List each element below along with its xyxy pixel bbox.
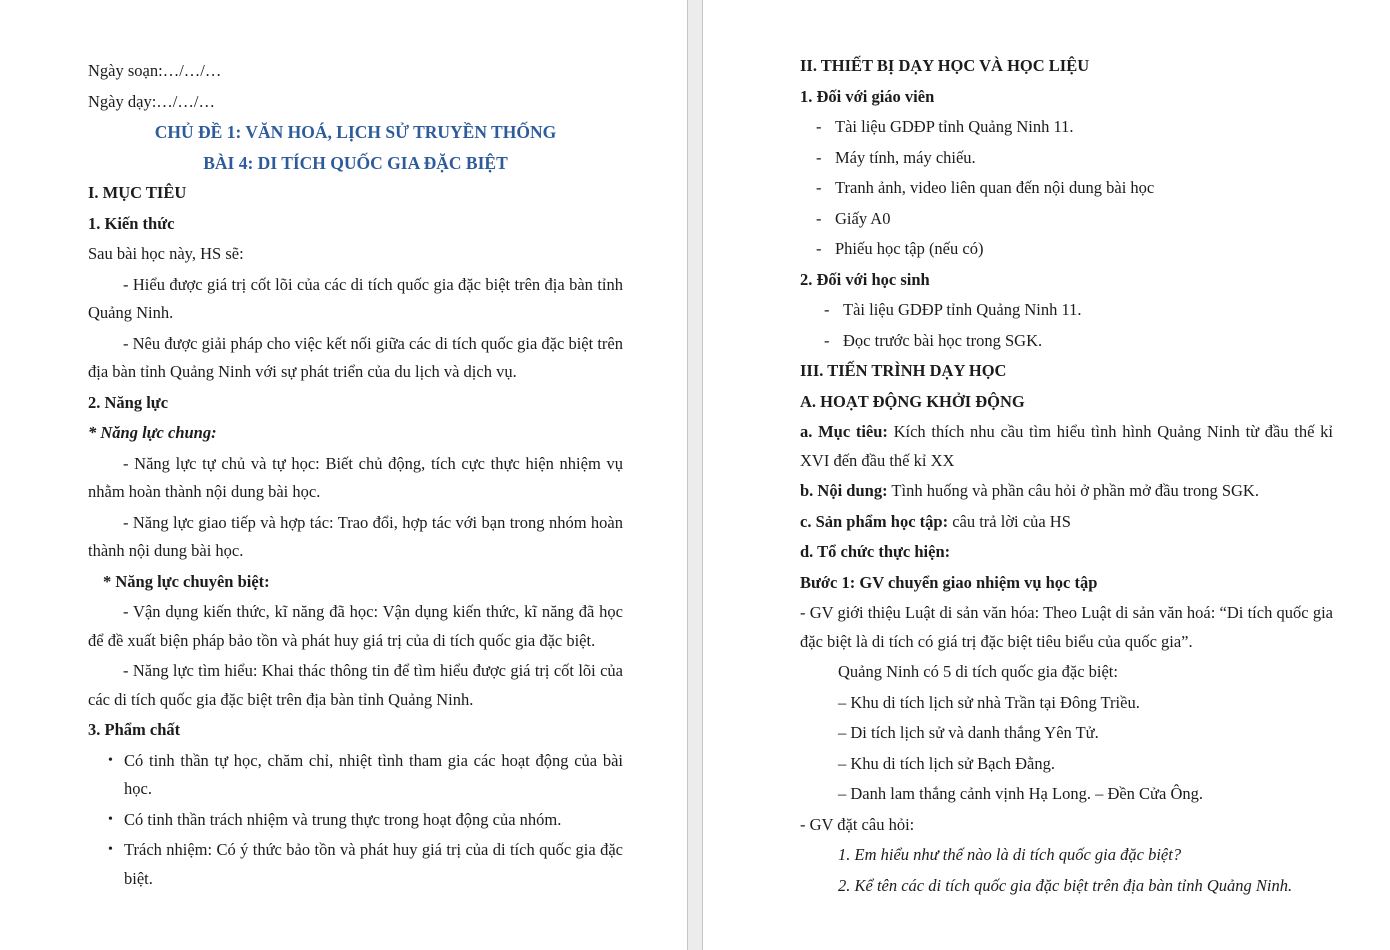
list-item: - Tài liệu GDĐP tỉnh Quảng Ninh 11. [800, 113, 1333, 142]
heading: II. THIẾT BỊ DẠY HỌC VÀ HỌC LIỆU [800, 56, 1090, 75]
dash-marker: - [816, 239, 822, 258]
list-item: • Trách nhiệm: Có ý thức bảo tồn và phát huy giá trị của di tích quốc gia đặc biệt. [88, 836, 623, 893]
page-gap [687, 0, 703, 950]
heading: III. TIẾN TRÌNH DẠY HỌC [800, 361, 1007, 380]
dash-marker: - [824, 330, 830, 350]
paragraph: b. Nội dung: Tình huống và phần câu hỏi ở phần mở đầu trong SGK. [800, 481, 1259, 500]
heading: I. MỤC TIÊU [88, 183, 187, 202]
list-item: • Có tinh thần trách nhiệm và trung thực trong hoạt động của nhóm. [88, 806, 623, 835]
paragraph: - Năng lực tìm hiểu: Khai thác thông tin để tìm hiểu được giá trị cốt lõi của các di tích quốc gia đặc biệt trên địa bàn tỉnh Quảng Ninh. [88, 661, 623, 709]
dash-marker: - [824, 300, 830, 319]
heading: * Năng lực chuyên biệt: [103, 571, 270, 591]
paragraph: - Nêu được giải pháp cho việc kết nối giữa các di tích quốc gia đặc biệt trên địa bàn tỉnh Quảng Ninh với sự phát triển của du lịch và dịch vụ. [88, 333, 623, 381]
paragraph: a. Mục tiêu: Kích thích nhu cầu tìm hiểu tình hình Quảng Ninh từ đầu thế kỉ XVI đến đầu thế kỉ XX [800, 422, 1333, 470]
dash-marker: - [816, 117, 822, 136]
bullet-marker: • [108, 842, 113, 857]
paragraph: – Khu di tích lịch sử nhà Trần tại Đông Triều. [838, 692, 1140, 712]
paragraph-lead: a. Mục tiêu: [800, 422, 888, 441]
heading: Bước 1: GV chuyển giao nhiệm vụ học tập [800, 572, 1098, 592]
heading: 3. Phẩm chất [88, 720, 181, 739]
dash-marker: - [816, 147, 822, 167]
paragraph: - Vận dụng kiến thức, kĩ năng đã học: Vận dụng kiến thức, kĩ năng đã học để đề xuất biện pháp bảo tồn và phát huy giá trị của di tích quốc gia đặc biệt. [88, 602, 623, 650]
paragraph: Quảng Ninh có 5 di tích quốc gia đặc biệt: [838, 662, 1118, 681]
list-item: - Giấy A0 [800, 205, 1333, 234]
heading: BÀI 4: DI TÍCH QUỐC GIA ĐẶC BIỆT [203, 152, 508, 173]
document-page-2[interactable] [703, 0, 1390, 950]
paragraph: 2. Kể tên các di tích quốc gia đặc biệt trên địa bàn tỉnh Quảng Ninh. [838, 875, 1293, 895]
paragraph: – Danh lam thắng cảnh vịnh Hạ Long. – Đền Cửa Ông. [838, 784, 1203, 803]
paragraph: 1. Em hiểu như thế nào là di tích quốc gia đặc biệt? [838, 845, 1182, 864]
dash-marker: - [816, 208, 822, 228]
paragraph: Ngày soạn:…/…/… [88, 61, 222, 80]
heading: 1. Kiến thức [88, 213, 175, 233]
paragraph: - Năng lực tự chủ và tự học: Biết chủ động, tích cực thực hiện nhiệm vụ nhằm hoàn thành nội dung bài học. [88, 453, 623, 501]
list-item: - Tranh ảnh, video liên quan đến nội dung bài học [800, 174, 1333, 203]
paragraph: Sau bài học này, HS sẽ: [88, 244, 244, 263]
bullet-marker: • [108, 752, 113, 768]
list-item: - Đọc trước bài học trong SGK. [800, 327, 1333, 356]
paragraph: Ngày dạy:…/…/… [88, 91, 215, 111]
paragraph: c. Sản phẩm học tập: câu trả lời của HS [800, 511, 1071, 531]
paragraph-lead: b. Nội dung: [800, 481, 888, 500]
paragraph: - Hiểu được giá trị cốt lõi của các di tích quốc gia đặc biệt trên địa bàn tỉnh Quảng Ninh. [88, 274, 623, 322]
heading: * Năng lực chung: [88, 423, 217, 442]
paragraph-lead: c. Sản phẩm học tập: [800, 511, 949, 531]
heading: 2. Đối với học sinh [800, 269, 930, 289]
paragraph: – Khu di tích lịch sử Bạch Đằng. [838, 753, 1055, 773]
heading: CHỦ ĐỀ 1: VĂN HOÁ, LỊCH SỬ TRUYỀN THỐNG [154, 122, 557, 142]
heading: A. HOẠT ĐỘNG KHỞI ĐỘNG [800, 391, 1025, 411]
paragraph: - GV đặt câu hỏi: [800, 814, 915, 834]
list-item: • Có tinh thần tự học, chăm chỉ, nhiệt tình tham gia các hoạt động của bài học. [88, 747, 623, 804]
heading: 1. Đối với giáo viên [800, 86, 935, 106]
paragraph: - GV giới thiệu Luật di sản văn hóa: Theo Luật di sản văn hoá: “Di tích quốc gia đặc biệt là di tích có giá trị đặc biệt tiêu biểu của quốc gia”. [800, 603, 1333, 651]
page-1-content [0, 0, 623, 893]
heading: d. Tổ chức thực hiện: [800, 542, 951, 561]
heading: 2. Năng lực [88, 392, 169, 412]
page-2-content [703, 0, 1333, 900]
list-item: - Phiếu học tập (nếu có) [800, 235, 1333, 264]
document-page-1[interactable] [0, 0, 687, 950]
bullet-marker: • [108, 811, 113, 827]
paragraph: – Di tích lịch sử và danh thắng Yên Tử. [838, 723, 1099, 742]
list-item: - Máy tính, máy chiếu. [800, 144, 1333, 173]
list-item: - Tài liệu GDĐP tỉnh Quảng Ninh 11. [800, 296, 1333, 325]
paragraph: - Năng lực giao tiếp và hợp tác: Trao đổi, hợp tác với bạn trong nhóm hoàn thành nội dung bài học. [88, 512, 623, 560]
dash-marker: - [816, 178, 822, 197]
